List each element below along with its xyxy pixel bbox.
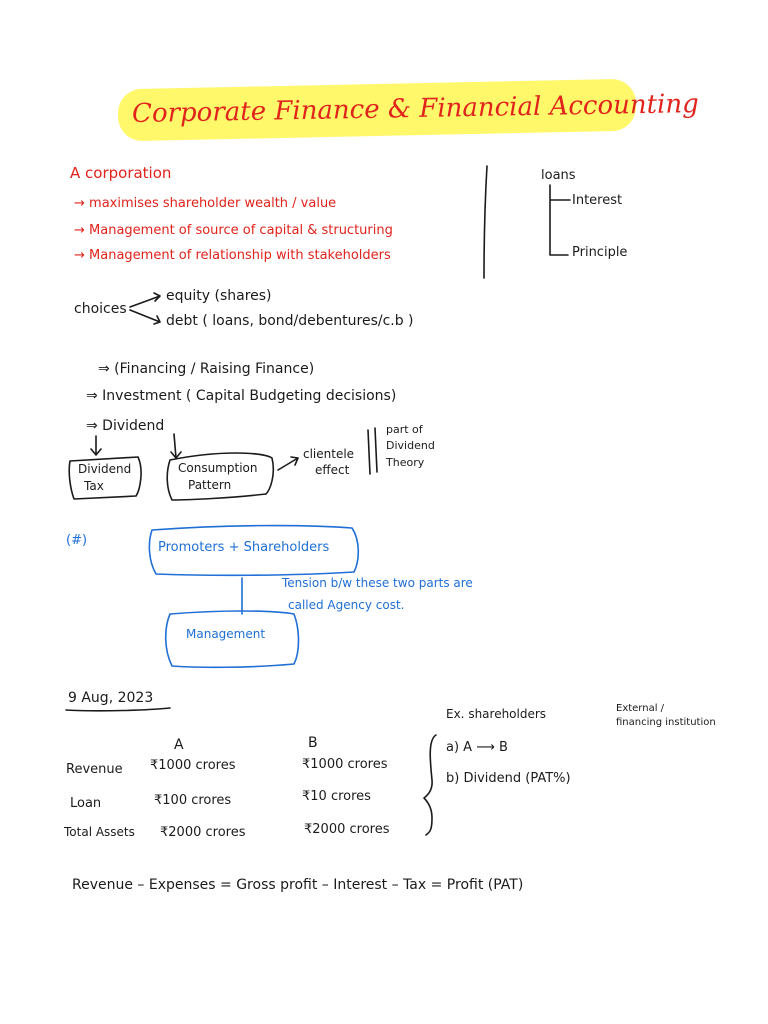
page-title: Corporate Finance & Financial Accounting — [131, 89, 699, 129]
choices-equity: equity (shares) — [166, 288, 272, 304]
loans-principle: Principle — [572, 245, 628, 260]
vertical-divider — [484, 166, 487, 278]
corporation-point: → Management of relationship with stakeholders — [74, 248, 391, 263]
cell-b: ₹2000 crores — [304, 822, 390, 837]
clientele-effect-line2: effect — [315, 463, 350, 477]
arrow-to-consumption — [171, 434, 181, 458]
row-label: Revenue — [66, 762, 123, 777]
dividend-tax-label-line2: Tax — [84, 479, 104, 493]
loans-label: loans — [541, 168, 576, 183]
management-box: Management — [186, 627, 266, 641]
decision-item: ⇒ Investment ( Capital Budgeting decisions) — [86, 388, 397, 404]
cell-b: ₹10 crores — [302, 789, 371, 804]
consumption-pattern-line2: Pattern — [188, 478, 232, 492]
date-underline — [66, 708, 170, 711]
agency-note-line2: called Agency cost. — [288, 598, 405, 612]
external-financing-line1: External / — [616, 703, 665, 714]
curly-brace — [424, 735, 436, 835]
loans-interest: Interest — [572, 193, 623, 208]
promoters-shareholders-box: Promoters + Shareholders — [158, 540, 330, 555]
clientele-effect-line1: clientele — [303, 447, 355, 461]
cell-b: ₹1000 crores — [302, 757, 388, 772]
decision-item: ⇒ Dividend — [86, 418, 165, 434]
cell-a: ₹1000 crores — [150, 758, 236, 773]
cell-a: ₹2000 crores — [160, 825, 246, 840]
arrow-to-clientele — [278, 457, 298, 470]
column-a-header: A — [174, 737, 184, 753]
choices-label: choices — [74, 301, 127, 317]
consumption-pattern-line1: Consumption — [178, 461, 258, 475]
dividend-theory-line2: Dividend — [386, 439, 435, 452]
dividend-pat-note: b) Dividend (PAT%) — [446, 771, 571, 786]
row-label: Loan — [70, 796, 102, 811]
double-bar — [368, 428, 377, 474]
a-to-b-note: a) A ⟶ B — [446, 740, 508, 755]
profit-formula: Revenue – Expenses = Gross profit – Interest – Tax = Profit (PAT) — [72, 877, 524, 893]
ex-shareholders-label: Ex. shareholders — [446, 707, 547, 721]
dividend-theory-line1: part of — [386, 423, 423, 436]
dividend-theory-line3: Theory — [386, 456, 425, 469]
arrow-to-equity — [130, 293, 160, 307]
corporation-point: → maximises shareholder wealth / value — [74, 196, 337, 211]
column-b-header: B — [308, 735, 318, 751]
cell-a: ₹100 crores — [154, 793, 232, 808]
external-financing-line2: financing institution — [616, 717, 716, 728]
corporation-point: → Management of source of capital & structuring — [74, 223, 393, 238]
loans-bracket — [550, 185, 570, 255]
choices-debt: debt ( loans, bond/debentures/c.b ) — [166, 313, 414, 329]
corporation-heading: A corporation — [70, 164, 172, 182]
date-label: 9 Aug, 2023 — [68, 690, 154, 706]
agency-note-line1: Tension b/w these two parts are — [282, 576, 473, 590]
row-label: Total Assets — [64, 825, 135, 839]
arrow-to-dividend-tax — [91, 436, 101, 455]
section-marker: (#) — [66, 533, 88, 548]
dividend-tax-label-line1: Dividend — [78, 462, 132, 476]
decision-item: ⇒ (Financing / Raising Finance) — [98, 361, 315, 377]
arrow-to-debt — [130, 310, 160, 324]
